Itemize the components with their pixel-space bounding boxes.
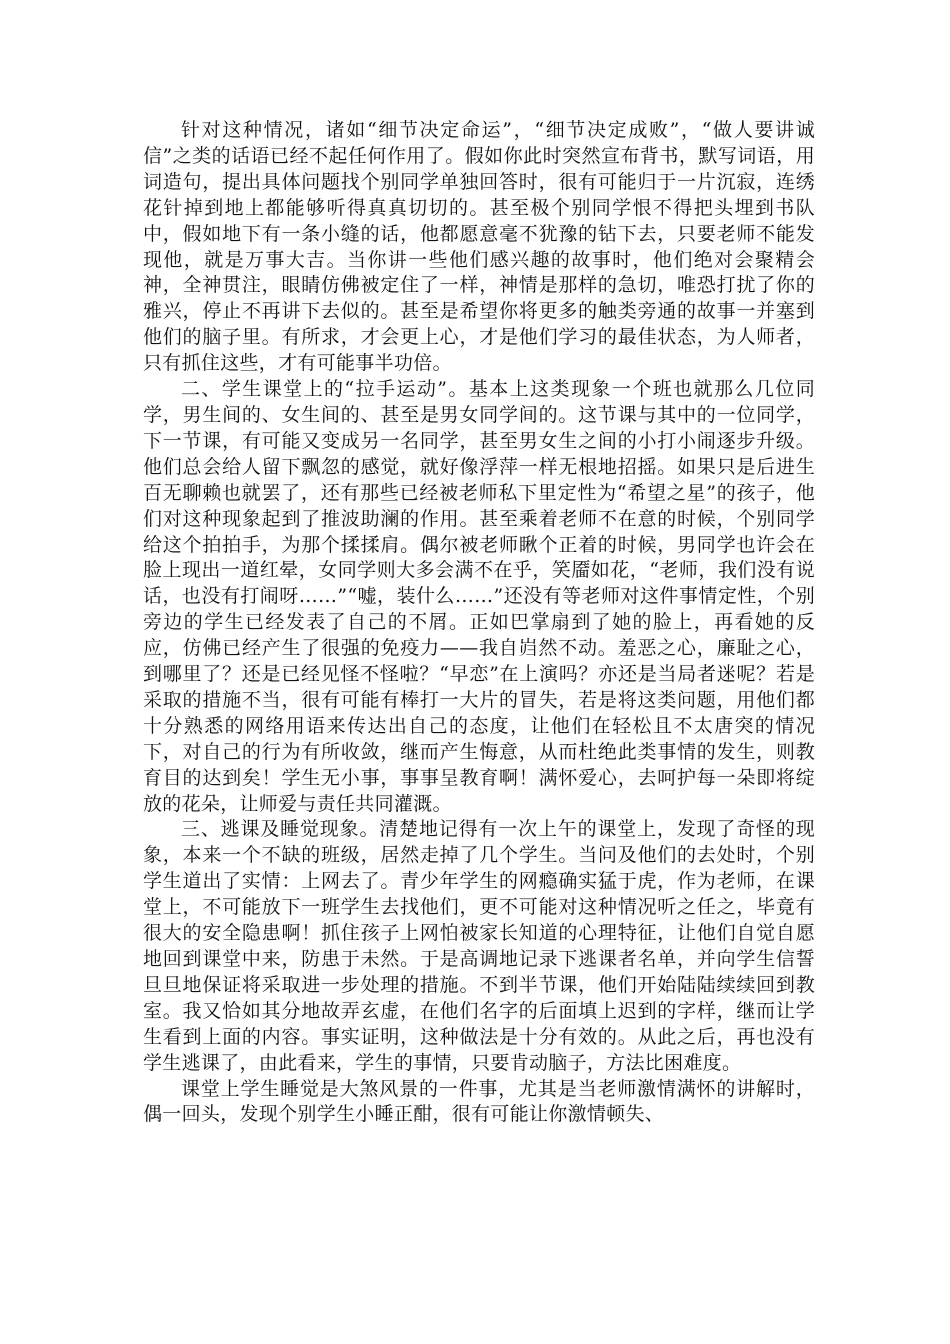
paragraph-4: 课堂上学生睡觉是大煞风景的一件事，尤其是当老师激情满怀的讲解时，偶一回头，发现个别学生小睡正酣，很有可能让你激情顿失、 xyxy=(143,1077,815,1126)
paragraph-3: 三、逃课及睡觉现象。清楚地记得有一次上午的课堂上，发现了奇怪的现象，本来一个不缺的班级，居然走掉了几个学生。当问及他们的去处时，个别学生道出了实情：上网去了。青少年学生的网瘾确实猛于虎，作为老师，在课堂上，不可能放下一班学生去找他们，更不可能对这种情况听之任之，毕竟有很大的安全隐患啊！抓住孩子上网怕被家长知道的心理特征，让他们自觉自愿地回到课堂中来，防患于未然。于是高调地记录下逃课者名单，并向学生信誓旦旦地保证将采取进一步处理的措施。不到半节课，他们开始陆陆续续回到教室。我又恰如其分地故弄玄虚，在他们名字的后面填上迟到的字样，继而让学生看到上面的内容。事实证明，这种做法是十分有效的。从此之后，再也没有学生逃课了，由此看来，学生的事情，只要肯动脑子，方法比困难度。 xyxy=(143,818,815,1074)
paragraph-1: 针对这种情况，诸如“细节决定命运”，“细节决定成败”，“做人要讲诚信”之类的话语已经不起任何作用了。假如你此时突然宣布背书，默写词语，用词造句，提出具体问题找个别同学单独回答时，很有可能归于一片沉寂，连绣花针掉到地上都能够听得真真切切的。甚至极个别同学恨不得把头埋到书队中，假如地下有一条小缝的话，他都愿意毫不犹豫的钻下去，只要老师不能发现他，就是万事大吉。当你讲一些他们感兴趣的故事时，他们绝对会聚精会神，全神贯注，眼睛仿佛被定住了一样，神情是那样的急切，唯恐打扰了你的雅兴，停止不再讲下去似的。甚至是希望你将更多的触类旁通的故事一并塞到他们的脑子里。有所求，才会更上心，才是他们学习的最佳状态，为人师者，只有抓住这些，才有可能事半功倍。 xyxy=(143,119,815,375)
document-page xyxy=(143,118,815,1128)
paragraph-2: 二、学生课堂上的“拉手运动”。基本上这类现象一个班也就那么几位同学，男生间的、女生间的、甚至是男女同学间的。这节课与其中的一位同学，下一节课，有可能又变成另一名同学，甚至男女生之间的小打小闹逐步升级。他们总会给人留下飘忽的感觉，就好像浮萍一样无根地招摇。如果只是后进生百无聊赖也就罢了，还有那些已经被老师私下里定性为“希望之星”的孩子，他们对这种现象起到了推波助澜的作用。甚至乘着老师不在意的时候，个别同学给这个拍拍手，为那个揉揉肩。偶尔被老师瞅个正着的时候，男同学也许会在脸上现出一道红晕，女同学则大多会满不在乎，笑靥如花，“老师，我们没有说话，也没有打闹呀……”“嘘，装什么……”还没有等老师对这件事情定性，个别旁边的学生已经发表了自己的不屑。正如巴掌扇到了她的脸上，再看她的反应，仿佛已经产生了很强的免疫力——我自岿然不动。羞恶之心，廉耻之心，到哪里了？还是已经见怪不怪啦？“早恋”在上演吗？亦还是当局者迷呢？若是采取的措施不当，很有可能有棒打一大片的冒失，若是将这类问题，用他们都十分熟悉的网络用语来传达出自己的态度，让他们在轻松且不太唐突的情况下，对自己的行为有所收敛，继而产生悔意，从而杜绝此类事情的发生，则教育目的达到矣！学生无小事，事事呈教育啊！满怀爱心，去呵护每一朵即将绽放的花朵，让师爱与责任共同灌溉。 xyxy=(143,378,815,815)
